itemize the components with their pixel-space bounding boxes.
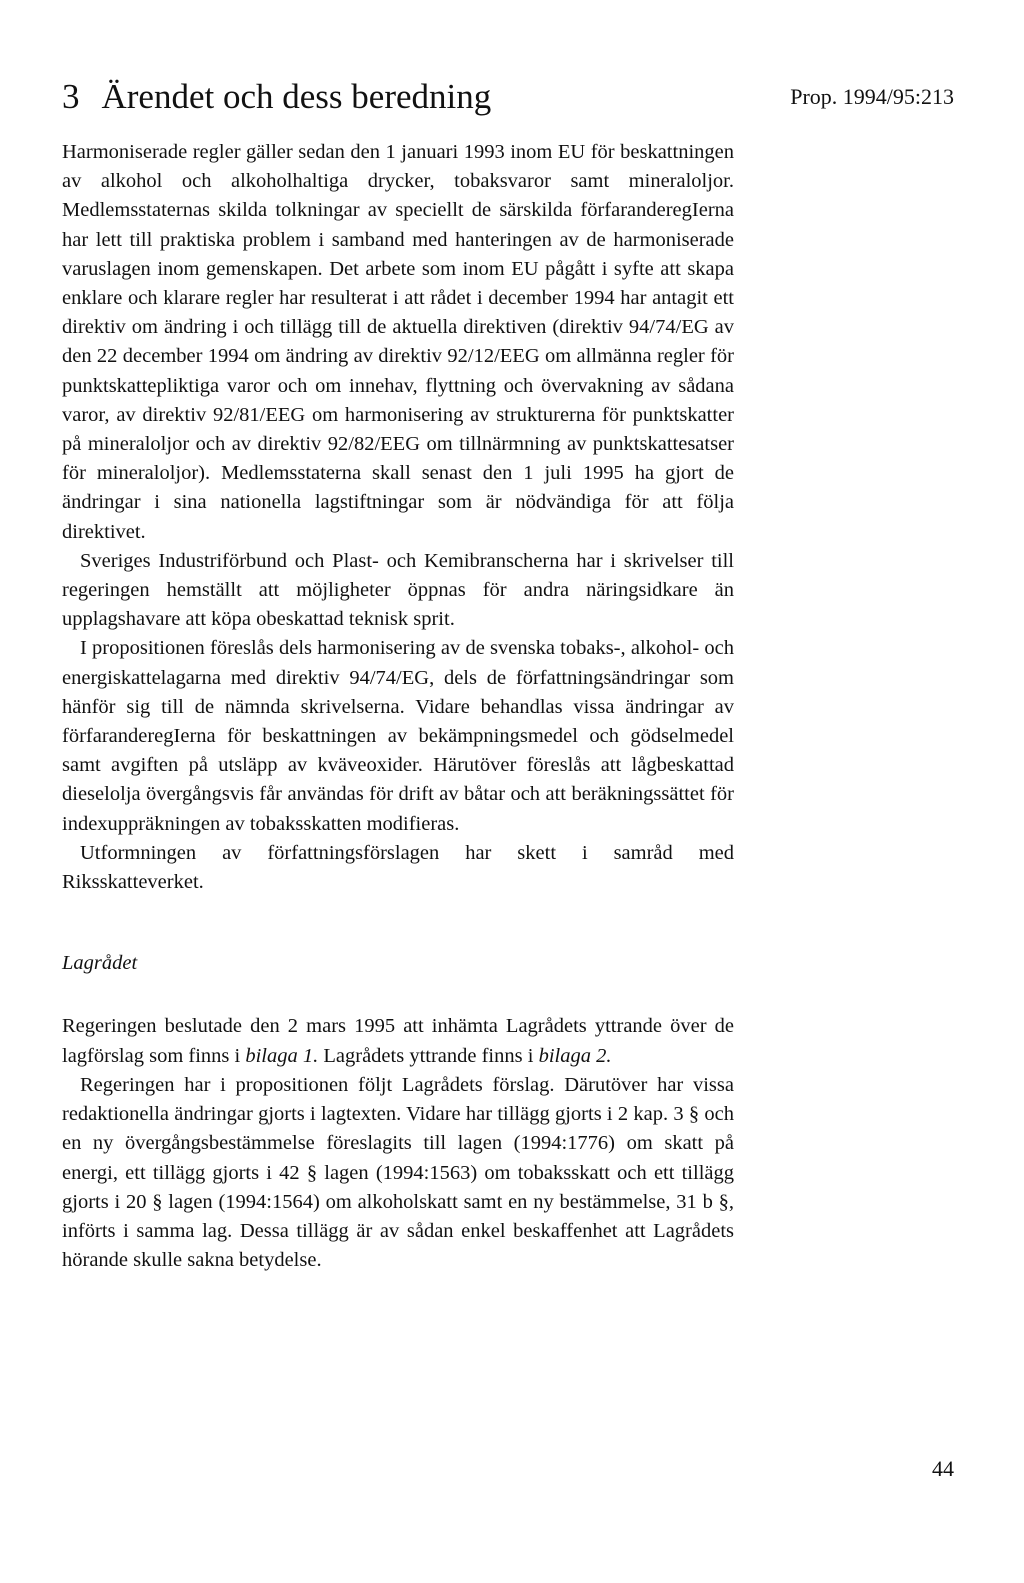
paragraph-eu-harmonisation: Harmoniserade regler gäller sedan den 1 januari 1993 inom EU för beskattningen av alkohol och alkoholhaltiga drycker, tobaksvaror samt mineraloljor. Medlemsstaternas skilda tolkningar av speciellt de särskilda förfaranderegIerna har lett till praktiska problem i samband med hanteringen av de harmoniserade varuslagen inom gemenskapen. Det arbete som inom EU pågått i syfte att skapa enklare och klarare regler har resulterat i att rådet i december 1994 har antagit ett direktiv om ändring i och tillägg till de aktuella direktiven (direktiv 94/74/EG av den 22 december 1994 om ändring av direktiv 92/12/EEG om allmänna regler för punktskattepliktiga varor och om innehav, flyttning och övervakning av sådana varor, av direktiv 92/81/EEG om harmonisering av strukturerna för punktskatter på mineraloljor och av direktiv 92/82/EEG om tillnärmning av punktskattesatser för mineraloljor). Medlemsstaterna skall senast den 1 juli 1995 ha gjort de ändringar i sina nationella lagstiftningar som är nödvändiga för att följa direktivet. xyxy=(62,141,734,543)
text-run: Lagrådets yttrande finns i xyxy=(318,1044,539,1067)
paragraph-lagradet-followed: Regeringen har i propositionen följt Lagrådets förslag. Därutöver har vissa redaktionella ändringar gjorts i lagtexten. Vidare har tillägg gjorts i 2 kap. 3 § och en ny övergångsbestämmelse föreslagits till lagen (1994:1776) om skatt på energi, ett tillägg gjorts i 42 § lagen (1994:1563) om tobaksskatt och ett tillägg gjorts i 20 § lagen (1994:1564) om alkoholskatt samt en ny bestämmelse, 31 b §, införts i samma lag. Dessa tillägg är av sådan enkel beskaffenhet att Lagrådets hörande skulle sakna betydelse. xyxy=(62,1073,734,1272)
chapter-title-text: Ärendet och dess beredning xyxy=(101,77,492,116)
paragraph-lagradet-request xyxy=(62,1012,734,1070)
proposition-reference: Prop. 1994/95:213 xyxy=(790,84,954,109)
section-body-lagradet xyxy=(62,1012,734,1275)
page-number: 44 xyxy=(932,1456,954,1481)
paragraph-proposals: I propositionen föreslås dels harmonisering av de svenska tobaks-, alkohol- och energiskattelagarna med direktiv 94/74/EG, dels de författningsändringar som hänför sig till de nämnda skrivelserna. Vidare behandlas vissa ändringar av förfaranderegIerna för beskattningen av bekämpningsmedel och gödselmedel samt avgiften på utsläpp av kväveoxider. Härutöver föreslås att lågbeskattad dieselolja övergångsvis får användas för drift av båtar och att beräkningssättet för indexuppräkningen av tobaksskatten modifieras. xyxy=(62,637,734,835)
paragraph-consultation: Utformningen av författningsförslagen har skett i samråd med Riksskatteverket. xyxy=(62,841,734,894)
italic-reference: bilaga 2. xyxy=(538,1044,612,1067)
chapter-number: 3 xyxy=(62,77,80,116)
page-header xyxy=(62,72,954,122)
document-body xyxy=(62,138,734,1275)
section-heading-lagradet: Lagrådet xyxy=(62,952,138,975)
chapter-title xyxy=(62,72,491,122)
text-run: Regeringen beslutade den 2 mars 1995 att inhämta Lagrådets yttrande över de lagförslag som finns i xyxy=(62,1015,734,1067)
italic-reference: bilaga 1. xyxy=(245,1044,319,1067)
paragraph-industry-letters: Sveriges Industriförbund och Plast- och Kemibranscherna har i skrivelser till regeringen hemställt att möjligheter öppnas för andra näringsidkare än upplagshavare att köpa obeskattad teknisk sprit. xyxy=(62,549,734,631)
